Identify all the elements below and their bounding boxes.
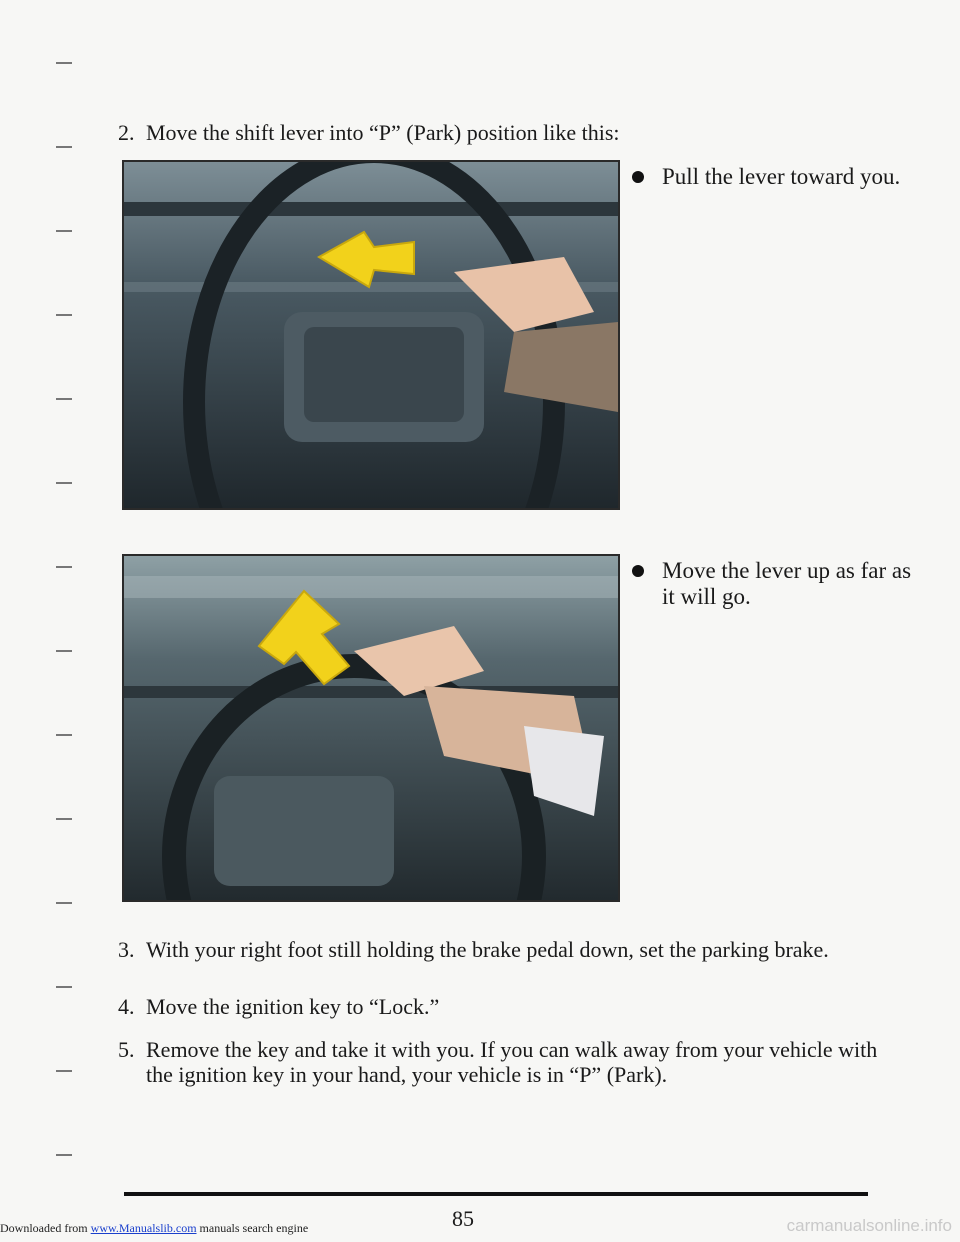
download-footer xyxy=(0,1221,308,1236)
margin-tick xyxy=(56,146,72,148)
step-text: Remove the key and take it with you. If you can walk away from your vehicle with the ignition key in your hand, your vehicle is in “P” (Park). xyxy=(146,1037,878,1087)
margin-tick xyxy=(56,482,72,484)
margin-tick xyxy=(56,734,72,736)
watermark: carmanualsonline.info xyxy=(786,1216,952,1235)
step-number: 2. xyxy=(118,120,135,145)
photo-move-lever-up xyxy=(122,554,620,902)
step-number: 3. xyxy=(118,937,135,962)
photo-pull-lever xyxy=(122,160,620,510)
margin-tick xyxy=(56,902,72,904)
manualslib-link[interactable]: www.Manualslib.com xyxy=(90,1221,197,1235)
margin-tick xyxy=(56,230,72,232)
margin-tick xyxy=(56,566,72,568)
footer-prefix: Downloaded from xyxy=(0,1221,91,1235)
step-number: 4. xyxy=(118,994,135,1019)
margin-tick xyxy=(56,398,72,400)
step-3 xyxy=(118,937,886,962)
footer-rule xyxy=(124,1192,868,1196)
step-4 xyxy=(118,994,886,1019)
bullet-text: Pull the lever toward you. xyxy=(662,164,901,189)
footer-suffix: manuals search engine xyxy=(196,1221,309,1235)
bullet-move-lever-up xyxy=(632,558,912,610)
bullet-pull-lever xyxy=(632,164,912,190)
bullet-text: Move the lever up as far as it will go. xyxy=(662,558,912,609)
margin-tick xyxy=(56,650,72,652)
step-5 xyxy=(118,1037,886,1087)
page-number: 85 xyxy=(452,1206,474,1231)
step-text: Move the shift lever into “P” (Park) position like this: xyxy=(146,120,620,145)
margin-tick xyxy=(56,62,72,64)
margin-tick xyxy=(56,986,72,988)
bullet-dot-icon xyxy=(632,171,644,183)
step-number: 5. xyxy=(118,1037,135,1062)
step-text: With your right foot still holding the brake pedal down, set the parking brake. xyxy=(146,937,829,962)
margin-tick xyxy=(56,818,72,820)
margin-tick xyxy=(56,1070,72,1072)
step-2 xyxy=(118,120,886,145)
margin-tick xyxy=(56,1154,72,1156)
step-text: Move the ignition key to “Lock.” xyxy=(146,994,440,1019)
bullet-dot-icon xyxy=(632,565,644,577)
margin-tick xyxy=(56,314,72,316)
